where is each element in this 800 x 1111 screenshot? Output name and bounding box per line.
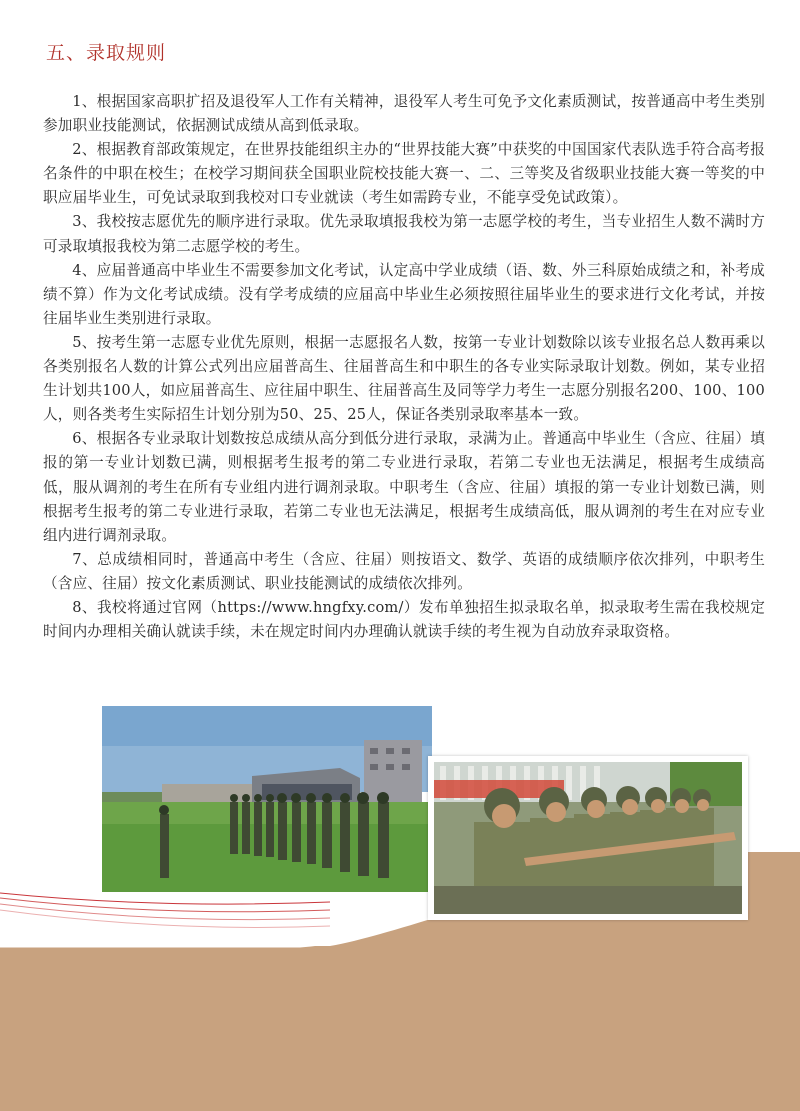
- rules-text: [43, 90, 765, 644]
- photo-soldiers-closeup: [434, 762, 742, 914]
- rule-1: 1、根据国家高职扩招及退役军人工作有关精神，退役军人考生可免予文化素质测试，按普通高中考生类别参加职业技能测试，依据测试成绩从高到低录取。: [43, 93, 765, 135]
- photo-drill-field: [102, 706, 432, 892]
- rule-7: 7、总成绩相同时，普通高中考生（含应、往届）则按语文、数学、英语的成绩顺序依次排列，中职考生（含应、往届）按文化素质测试、职业技能测试的成绩依次排列。: [43, 550, 765, 592]
- section-title: 五、录取规则: [46, 42, 167, 64]
- rule-3: 3、我校按志愿优先的顺序进行录取。优先录取填报我校为第一志愿学校的考生，当专业招生人数不满时方可录取填报我校为第二志愿学校的考生。: [43, 213, 765, 255]
- rule-5: 5、按考生第一志愿专业优先原则，根据一志愿报名人数，按第一专业计划数除以该专业报名总人数再乘以各类别报名人数的计算公式列出应届普高生、往届普高生和中职生的各专业实际录取计划数。例如，某专业招生计划共100人，如应届普高生、应往届中职生、往届普高生及同等学力考生一志愿分别报名200、100、100人，则各类考生实际招生计划分别为50、25、25人，保证各类别录取率基本一致。: [43, 333, 765, 424]
- rule-4: 4、应届普通高中毕业生不需要参加文化考试，认定高中学业成绩（语、数、外三科原始成绩之和，补考成绩不算）作为文化考试成绩。没有学考成绩的应届高中毕业生必须按照往届毕业生的要求进行文化考试，并按往届毕业生类别进行录取。: [43, 261, 765, 327]
- rule-2: 2、根据教育部政策规定，在世界技能组织主办的“世界技能大赛”中获奖的中国国家代表队选手符合高考报名条件的中职在校生；在校学习期间获全国职业院校技能大赛一、二、三等奖及省级职业技能大赛一等奖的中职应届毕业生，可免试录取到我校对口专业就读（考生如需跨专业，不能享受免试政策）。: [43, 141, 765, 207]
- rule-8: 8、我校将通过官网（https://www.hngfxy.com/）发布单独招生拟录取名单，拟录取考生需在我校规定时间内办理相关确认就读手续，未在规定时间内办理确认就读手续的考生视为自动放弃录取资格。: [43, 598, 765, 641]
- red-curve-line-1: [0, 893, 330, 904]
- red-curve-line-4: [0, 910, 330, 927]
- rule-6: 6、根据各专业录取计划数按总成绩从高分到低分进行录取，录满为止。普通高中毕业生（含应、往届）填报的第一专业计划数已满，则根据考生报考的第二专业进行录取，若第二专业也无法满足，根据考生成绩高低，服从调剂的考生在所有专业组内进行调剂录取。中职考生（含应、往届）填报的第一专业计划数已满，则根据考生报考的第二专业进行录取，若第二专业也无法满足，根据考生成绩高低，服从调剂的考生在对应专业组内进行调剂录取。: [43, 430, 765, 544]
